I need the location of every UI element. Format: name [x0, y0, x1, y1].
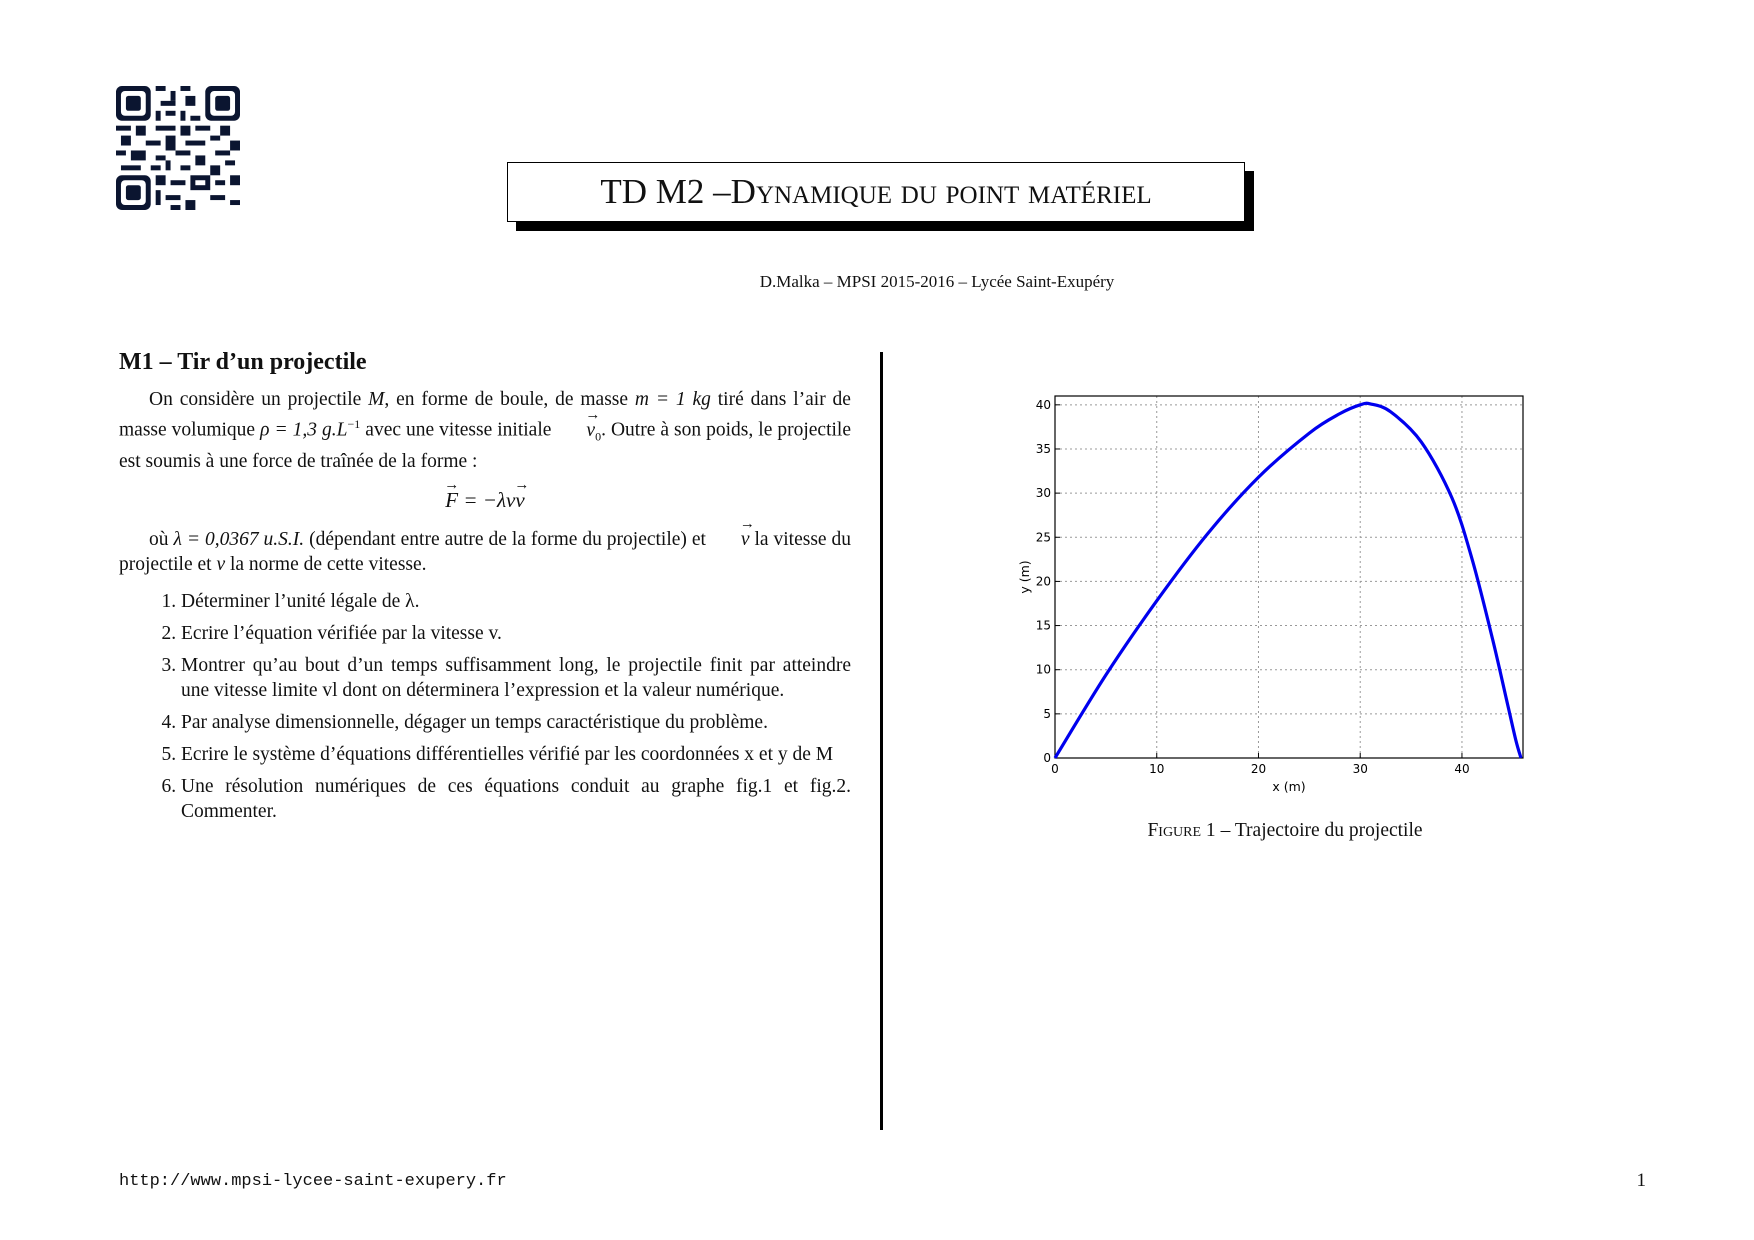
- y-tick-label: 10: [1035, 662, 1051, 677]
- list-item: 3. Montrer qu’au bout d’un temps suffisamment long, le projectile finit par atteindre une vitesse limite vl dont on déterminera l’expression et la valeur numérique.: [181, 653, 851, 703]
- x-tick-label: 0: [1051, 762, 1059, 776]
- list-item: 1. Déterminer l’unité légale de λ.: [181, 589, 851, 614]
- author-line: D.Malka – MPSI 2015-2016 – Lycée Saint-Exupéry: [759, 272, 1115, 291]
- drag-force-equation: → F = −λv→ v: [119, 488, 851, 513]
- title-main: Dynamique du point matériel: [730, 172, 1152, 211]
- x-tick-label: 40: [1454, 762, 1470, 776]
- x-tick-label: 10: [1149, 762, 1165, 776]
- x-tick-label: 20: [1250, 762, 1267, 776]
- x-axis-label: x (m): [1272, 779, 1306, 794]
- footer-url[interactable]: http://www.mpsi-lycee-saint-exupery.fr: [119, 1172, 507, 1191]
- section-title: M1 – Tir d’un projectile: [119, 349, 367, 375]
- y-tick-label: 30: [1035, 486, 1051, 501]
- title-prefix: TD M2 –: [600, 172, 731, 211]
- column-divider: [880, 352, 883, 1130]
- y-tick-label: 0: [1043, 751, 1051, 765]
- y-tick-label: 35: [1035, 441, 1051, 456]
- list-item: 4. Par analyse dimensionnelle, dégager un temps caractéristique du problème.: [181, 710, 851, 735]
- question-list: [119, 589, 851, 824]
- y-tick-label: 5: [1043, 706, 1051, 721]
- y-tick-label: 25: [1035, 530, 1051, 545]
- left-column: [119, 350, 851, 831]
- list-item: 5. Ecrire le système d’équations différentielles vérifié par les coordonnées x et y de M: [181, 742, 851, 767]
- list-item: 6. Une résolution numériques de ces équations conduit au graphe fig.1 et fig.2. Commenter.: [181, 774, 851, 824]
- figure-caption: Figure 1 – Trajectoire du projectile: [1147, 820, 1423, 841]
- lambda-paragraph: où λ = 0,0367 u.S.I. (dépendant entre autre de la forme du projectile) et → v la vitesse du projectile et v la norme de cette vitesse.: [119, 527, 851, 577]
- y-tick-label: 20: [1035, 574, 1051, 589]
- y-tick-label: 15: [1035, 618, 1051, 633]
- trajectory-chart: [1000, 388, 1540, 798]
- x-tick-label: 30: [1352, 762, 1368, 776]
- y-axis-label: y (m): [1017, 560, 1032, 594]
- qr-code: [116, 86, 240, 210]
- page-title: [507, 162, 1245, 222]
- list-item: 2. Ecrire l’équation vérifiée par la vitesse v.: [181, 621, 851, 646]
- page-number: 1: [1636, 1170, 1646, 1191]
- intro-paragraph: On considère un projectile M, en forme de boule, de masse m = 1 kg tiré dans l’air de masse volumique ρ = 1,3 $g.L^{-1}$ avec une vitesse initiale → $v_0$. Outre à son poids, le projectile est soumis à une force de traînée de la forme :: [119, 387, 851, 474]
- y-tick-label: 40: [1035, 397, 1051, 412]
